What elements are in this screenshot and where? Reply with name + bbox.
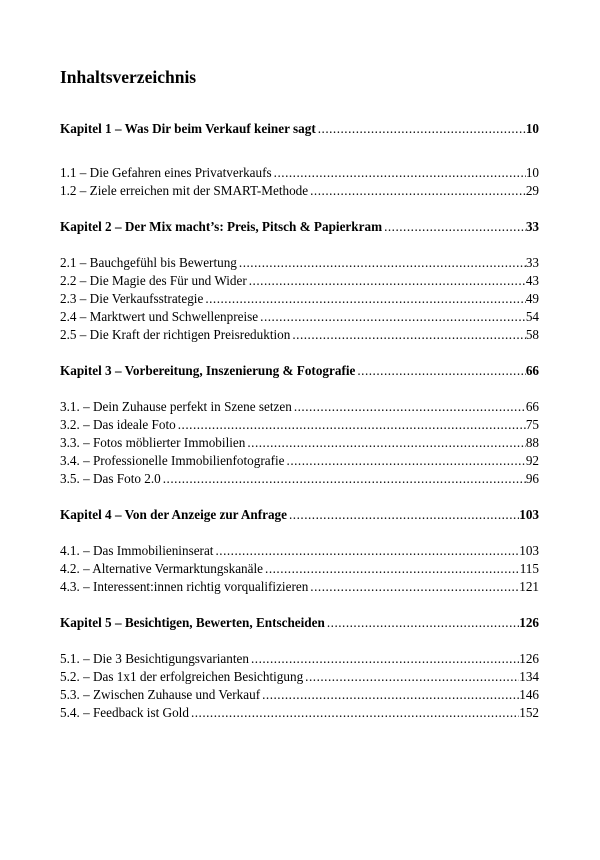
toc-entry-label: Kapitel 3 – Vorbereitung, Inszenierung & Fotografie [60, 363, 356, 378]
dot-leader [237, 254, 526, 272]
dot-leader [247, 272, 526, 290]
toc-page-number: 146 [519, 687, 539, 702]
toc-page-number: 92 [525, 453, 539, 468]
toc-section-3-1[interactable] [60, 398, 539, 416]
toc-entry-label: 3.5. – Das Foto 2.0 [60, 471, 161, 486]
toc-entry-label: 5.2. – Das 1x1 der erfolgreichen Besichtigung [60, 669, 304, 684]
toc-section-2-4[interactable] [60, 308, 539, 326]
toc-section-3-5[interactable] [60, 470, 539, 488]
toc-section-5-3[interactable] [60, 686, 539, 704]
dot-leader [263, 560, 520, 578]
toc-entry-label: 3.1. – Dein Zuhause perfekt in Szene setzen [60, 399, 292, 414]
toc-page-number: 96 [525, 471, 539, 486]
toc-section-5-1[interactable] [60, 650, 539, 668]
toc-page-number: 126 [519, 651, 539, 666]
toc-page-number: 152 [519, 705, 539, 720]
toc-page-number: 43 [525, 273, 539, 288]
toc-entry-label: 5.1. – Die 3 Besichtigungsvarianten [60, 651, 249, 666]
dot-leader [213, 542, 519, 560]
toc-page-number: 10 [525, 165, 539, 180]
toc-section-2-2[interactable] [60, 272, 539, 290]
toc-page-number: 103 [519, 507, 539, 522]
toc-section-2-1[interactable] [60, 254, 539, 272]
toc-entry-label: 5.3. – Zwischen Zuhause und Verkauf [60, 687, 261, 702]
dot-leader [176, 416, 526, 434]
toc-section-3-2[interactable] [60, 416, 539, 434]
toc-section-4-2[interactable] [60, 560, 539, 578]
toc-entry-label: Kapitel 4 – Von der Anzeige zur Anfrage [60, 507, 287, 522]
toc-section-2-5[interactable] [60, 326, 539, 344]
toc-entry-label: 3.2. – Das ideale Foto [60, 417, 176, 432]
toc-page-number: 115 [519, 561, 539, 576]
toc-entry-label: Kapitel 1 – Was Dir beim Verkauf keiner sagt [60, 121, 316, 136]
toc-chapter-2[interactable] [60, 218, 539, 236]
toc-page-number: 33 [525, 219, 539, 234]
toc-entry-label: 2.2 – Die Magie des Für und Wider [60, 273, 247, 288]
toc-entry-label: 2.4 – Marktwert und Schwellenpreise [60, 309, 259, 324]
toc-chapter-5[interactable] [60, 614, 539, 632]
toc-entry-label: Kapitel 5 – Besichtigen, Bewerten, Entscheiden [60, 615, 325, 630]
toc-page-number: 49 [525, 291, 539, 306]
toc-entry-label: 2.3 – Die Verkaufsstrategie [60, 291, 204, 306]
toc-section-3-4[interactable] [60, 452, 539, 470]
toc-page-number: 33 [525, 255, 539, 270]
dot-leader [260, 686, 519, 704]
toc-page-number: 66 [525, 363, 539, 378]
toc-entry-label: Kapitel 2 – Der Mix macht’s: Preis, Pitsch & Papierkram [60, 219, 383, 234]
toc-page-number: 54 [525, 309, 539, 324]
toc-page-number: 103 [519, 543, 539, 558]
toc-chapter-4[interactable] [60, 506, 539, 524]
toc-section-5-2[interactable] [60, 668, 539, 686]
toc-chapter-1[interactable] [60, 120, 539, 138]
toc-entry-label: 3.4. – Professionelle Immobilienfotografie [60, 453, 285, 468]
toc-page-number: 58 [525, 327, 539, 342]
toc-section-4-3[interactable] [60, 578, 539, 596]
dot-leader [316, 120, 526, 138]
toc-page-number: 29 [525, 183, 539, 198]
dot-leader [290, 326, 525, 344]
toc-entry-label: 2.5 – Die Kraft der richtigen Preisreduktion [60, 327, 291, 342]
dot-leader [355, 362, 525, 380]
dot-leader [292, 398, 526, 416]
toc-entry-label: 1.2 – Ziele erreichen mit der SMART-Methode [60, 183, 309, 198]
toc-entry-label: 4.1. – Das Immobilieninserat [60, 543, 214, 558]
dot-leader [382, 218, 526, 236]
toc-section-1-2[interactable] [60, 182, 539, 200]
dot-leader [161, 470, 526, 488]
toc-page-number: 134 [519, 669, 539, 684]
dot-leader [249, 650, 519, 668]
toc-section-1-1[interactable] [60, 164, 539, 182]
dot-leader [272, 164, 526, 182]
dot-leader [285, 452, 526, 470]
dot-leader [189, 704, 519, 722]
dot-leader [258, 308, 526, 326]
toc-entry-label: 4.2. – Alternative Vermarktungskanäle [60, 561, 264, 576]
toc-page-number: 121 [519, 579, 539, 594]
toc-section-2-3[interactable] [60, 290, 539, 308]
dot-leader [308, 182, 526, 200]
toc-entry-label: 1.1 – Die Gefahren eines Privatverkaufs [60, 165, 272, 180]
toc-title: Inhaltsverzeichnis [60, 67, 197, 87]
dot-leader [287, 506, 519, 524]
toc-page-number: 66 [525, 399, 539, 414]
toc-page-number: 75 [525, 417, 539, 432]
toc-chapter-3[interactable] [60, 362, 539, 380]
toc-page-number: 126 [519, 615, 539, 630]
toc-section-5-4[interactable] [60, 704, 539, 722]
toc-page-number: 88 [525, 435, 539, 450]
toc-section-4-1[interactable] [60, 542, 539, 560]
dot-leader [245, 434, 525, 452]
toc-entry-label: 4.3. – Interessent:innen richtig vorqualifizieren [60, 579, 309, 594]
toc-entry-label: 2.1 – Bauchgefühl bis Bewertung [60, 255, 237, 270]
dot-leader [308, 578, 519, 596]
dot-leader [303, 668, 519, 686]
dot-leader [203, 290, 526, 308]
toc-page-number: 10 [525, 121, 539, 136]
toc-section-3-3[interactable] [60, 434, 539, 452]
toc-entry-label: 5.4. – Feedback ist Gold [60, 705, 189, 720]
toc-entry-label: 3.3. – Fotos möblierter Immobilien [60, 435, 246, 450]
dot-leader [325, 614, 519, 632]
